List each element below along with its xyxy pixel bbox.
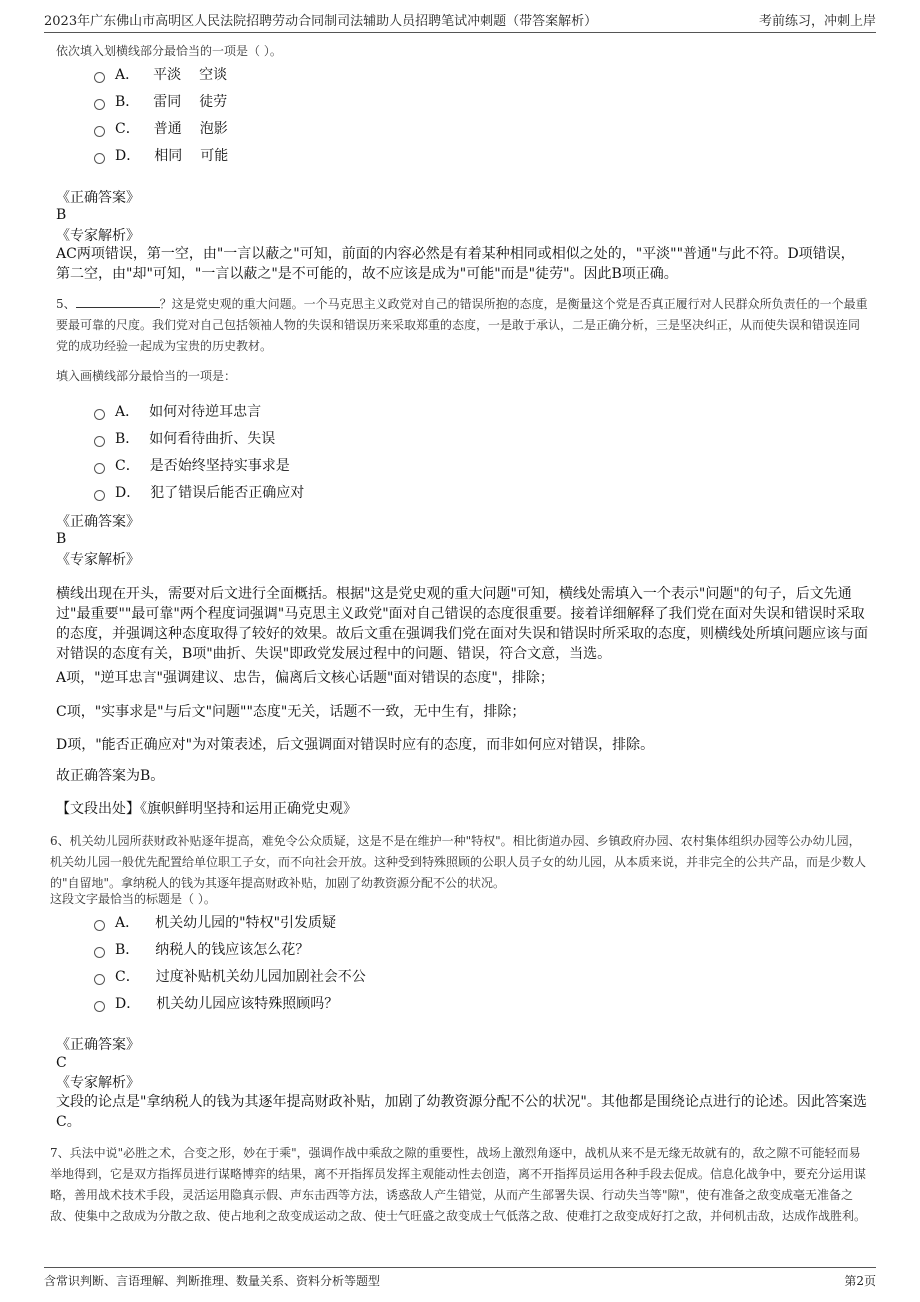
q5-stem-text: ？这是党史观的重大问题。一个马克思主义政党对自己的错误所抱的态度，是衡量这个党是否真正履行对人民群众所负责任的一个最重要最可靠的尺度。我们党对自己包括领袖人物的失误和错误历来采取郑重的态度，一是敢于承认，二是正确分析，三是坚决纠正，从而使失误和错误连同党的成功经验一起成为宝贵的历史教材。 bbox=[56, 297, 868, 353]
q5-blank bbox=[76, 294, 160, 308]
q6-prompt: 这段文字最恰当的标题是（ ）。 bbox=[50, 892, 216, 906]
q6-answer-label: 《正确答案》 bbox=[56, 1037, 140, 1053]
radio-icon[interactable] bbox=[94, 72, 105, 83]
q4-options bbox=[94, 63, 228, 166]
radio-icon[interactable] bbox=[94, 974, 105, 985]
radio-icon[interactable] bbox=[94, 126, 105, 137]
q6-option-c[interactable]: C． 过度补贴机关幼儿园加剧社会不公 bbox=[94, 965, 366, 987]
document-title: 2023年广东佛山市高明区人民法院招聘劳动合同制司法辅助人员招聘笔试冲刺题（带答案解析） bbox=[44, 14, 598, 29]
q4-option-c[interactable]: C． 普通 泡影 bbox=[94, 117, 228, 139]
radio-icon[interactable] bbox=[94, 153, 105, 164]
q4-analysis-label: 《专家解析》 bbox=[56, 228, 140, 244]
footer-note: 含常识判断、言语理解、判断推理、数量关系、资料分析等题型 bbox=[44, 1274, 381, 1288]
q4-answer: B bbox=[56, 207, 67, 223]
q5-analysis-p5: 故正确答案为B。 bbox=[56, 768, 165, 784]
q6-option-b[interactable]: B． 纳税人的钱应该怎么花？ bbox=[94, 938, 366, 960]
q5-answer-label: 《正确答案》 bbox=[56, 514, 140, 530]
q6-analysis: 文段的论点是"拿纳税人的钱为其逐年提高财政补贴，加剧了幼教资源分配不公的状况"。其他都是围绕论点进行的论述。因此答案选C。 bbox=[56, 1094, 867, 1130]
q5-prompt: 填入画横线部分最恰当的一项是： bbox=[56, 369, 237, 383]
q4-analysis: AC两项错误，第一空，由"一言以蔽之"可知，前面的内容必然是有着某种相同或相似之处的，"平淡""普通"与此不符。D项错误，第二空，由"却"可知，"一言以蔽之"是不可能的，故不应该是成为"可能"而是"徒劳"。因此B项正确。 bbox=[56, 246, 855, 282]
header-divider bbox=[44, 32, 876, 33]
radio-icon[interactable] bbox=[94, 947, 105, 958]
q4-stem: 依次填入划横线部分最恰当的一项是（ ）。 bbox=[56, 44, 282, 58]
q5-answer: B bbox=[56, 531, 67, 547]
q6-options bbox=[94, 911, 366, 1014]
q4-option-a[interactable]: A． 平淡 空谈 bbox=[94, 63, 228, 85]
q4-option-d[interactable]: D． 相同 可能 bbox=[94, 144, 228, 166]
radio-icon[interactable] bbox=[94, 99, 105, 110]
q5-source: 【文段出处】《旗帜鲜明坚持和运用正确党史观》 bbox=[56, 801, 357, 817]
q5-option-c[interactable]: C． 是否始终坚持实事求是 bbox=[94, 454, 304, 476]
page-number: 第2页 bbox=[844, 1274, 876, 1288]
q5-option-a[interactable]: A． 如何对待逆耳忠言 bbox=[94, 400, 304, 422]
q4-answer-label: 《正确答案》 bbox=[56, 190, 140, 206]
q5-number: 5、 bbox=[56, 297, 76, 311]
q5-analysis-label: 《专家解析》 bbox=[56, 552, 140, 568]
radio-icon[interactable] bbox=[94, 920, 105, 931]
q7-stem: 7、兵法中说"必胜之术，合变之形，妙在于乘"，强调作战中乘敌之隙的重要性，战场上激烈角逐中，战机从来不是无缘无故就有的，敌之隙不可能轻而易举地得到，它是双方指挥员进行谋略博弈的结果，离不开指挥员发挥主观能动性去创造，离不开指挥员运用各种手段去促成。信息化战争中，要充分运用谋略，善用战术技术手段，灵活运用隐真示假、声东击西等方法，诱惑敌人产生错觉，从而产生部署失误、行动失当等"隙"，使有准备之敌变成毫无准备之敌、使集中之敌成为分散之敌、使占地利之敌变成运动之敌、使士气旺盛之敌变成士气低落之敌、使难打之敌变成好打之敌，并伺机击敌，达成作战胜利。 bbox=[50, 1146, 867, 1223]
radio-icon[interactable] bbox=[94, 436, 105, 447]
radio-icon[interactable] bbox=[94, 490, 105, 501]
q5-analysis-p2: A项，"逆耳忠言"强调建议、忠告，偏离后文核心话题"面对错误的态度"，排除； bbox=[56, 670, 554, 686]
q6-stem: 6、机关幼儿园所获财政补贴逐年提高，难免令公众质疑，这是不是在维护一种"特权"。相比街道办园、乡镇政府办园、农村集体组织办园等公办幼儿园，机关幼儿园一般优先配置给单位职工子女，而不向社会开放。这种受到特殊照顾的公职人员子女的幼儿园，从本质来说，并非完全的公共产品，而是少数人的"自留地"。拿纳税人的钱为其逐年提高财政补贴，加剧了幼教资源分配不公的状况。 bbox=[50, 834, 867, 890]
q6-option-d[interactable]: D． 机关幼儿园应该特殊照顾吗？ bbox=[94, 992, 366, 1014]
q5-option-b[interactable]: B． 如何看待曲折、失误 bbox=[94, 427, 304, 449]
radio-icon[interactable] bbox=[94, 409, 105, 420]
q5-options bbox=[94, 400, 304, 503]
q6-answer: C bbox=[56, 1055, 67, 1071]
q4-option-b[interactable]: B． 雷同 徒劳 bbox=[94, 90, 228, 112]
q6-option-a[interactable]: A． 机关幼儿园的"特权"引发质疑 bbox=[94, 911, 366, 933]
footer-divider bbox=[44, 1267, 876, 1268]
q6-analysis-label: 《专家解析》 bbox=[56, 1075, 140, 1091]
radio-icon[interactable] bbox=[94, 1001, 105, 1012]
header-slogan: 考前练习，冲刺上岸 bbox=[758, 14, 876, 29]
q5-option-d[interactable]: D． 犯了错误后能否正确应对 bbox=[94, 481, 304, 503]
q5-analysis-p4: D项，"能否正确应对"为对策表述，后文强调面对错误时应有的态度，而非如何应对错误，排除。 bbox=[56, 737, 655, 753]
q5-stem bbox=[56, 294, 868, 357]
radio-icon[interactable] bbox=[94, 463, 105, 474]
q5-analysis-p1: 横线出现在开头，需要对后文进行全面概括。根据"这是党史观的重大问题"可知，横线处需填入一个表示"问题"的句子，后文先通过"最重要""最可靠"两个程度词强调"马克思主义政党"面对自己错误的态度很重要。接着详细解释了我们党在面对失误和错误时采取的态度，并强调这种态度取得了较好的效果。故后文重在强调我们党在面对失误和错误时所采取的态度，则横线处所填问题应该与面对错误的态度有关，B项"曲折、失误"即政党发展过程中的问题、错误，符合文意，当选。 bbox=[56, 586, 868, 662]
q5-analysis-p3: C项，"实事求是"与后文"问题""态度"无关，话题不一致，无中生有，排除； bbox=[56, 704, 526, 720]
